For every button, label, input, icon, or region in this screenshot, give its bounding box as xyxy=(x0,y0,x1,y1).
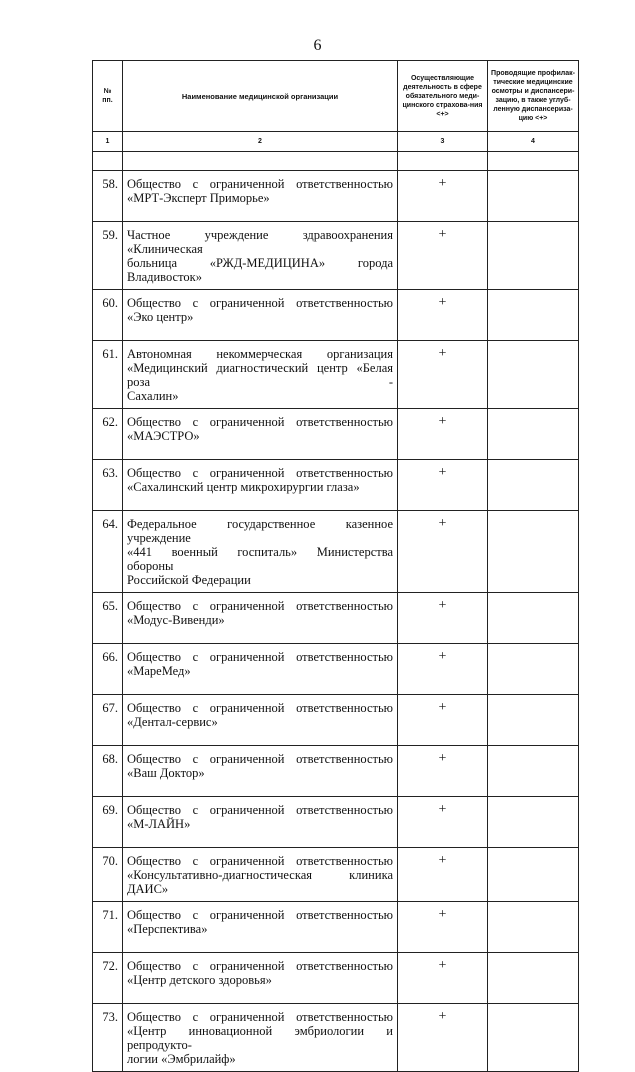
page-number: 6 xyxy=(313,37,322,54)
organization-name-line: «МРТ-Эксперт Приморье» xyxy=(127,191,270,205)
oms-mark: + xyxy=(398,746,488,797)
preventive-exams-mark xyxy=(488,290,579,341)
table-row xyxy=(93,695,579,746)
preventive-exams-mark xyxy=(488,409,579,460)
oms-mark: + xyxy=(398,290,488,341)
table-header-row xyxy=(93,61,579,132)
organization-name xyxy=(123,695,398,746)
preventive-exams-mark xyxy=(488,171,579,222)
row-number: 73. xyxy=(93,1004,123,1072)
header-number: № пп. xyxy=(93,61,123,132)
row-number: 61. xyxy=(93,341,123,409)
table-row xyxy=(93,953,579,1004)
organization-name-line: Общество с ограниченной ответственностью xyxy=(127,1010,393,1024)
oms-mark: + xyxy=(398,1004,488,1072)
preventive-exams-mark xyxy=(488,644,579,695)
row-number: 69. xyxy=(93,797,123,848)
organization-name xyxy=(123,848,398,902)
column-numbers-row xyxy=(93,132,579,152)
preventive-exams-mark xyxy=(488,341,579,409)
organization-name-line: «Центр инновационной эмбриологии и репродукто- xyxy=(127,1024,393,1052)
organization-name xyxy=(123,953,398,1004)
organization-name-line: Общество с ограниченной ответственностью xyxy=(127,650,393,664)
organization-name xyxy=(123,409,398,460)
organization-name xyxy=(123,797,398,848)
row-number: 59. xyxy=(93,222,123,290)
organization-name-line: логии «Эмбрилайф» xyxy=(127,1052,236,1066)
row-number: 67. xyxy=(93,695,123,746)
preventive-exams-mark xyxy=(488,460,579,511)
row-number: 65. xyxy=(93,593,123,644)
table-row xyxy=(93,593,579,644)
table-row xyxy=(93,222,579,290)
preventive-exams-mark xyxy=(488,797,579,848)
organization-name xyxy=(123,511,398,593)
oms-mark: + xyxy=(398,848,488,902)
preventive-exams-mark xyxy=(488,593,579,644)
organization-name-line: Общество с ограниченной ответственностью xyxy=(127,959,393,973)
row-number: 68. xyxy=(93,746,123,797)
header-organization-name: Наименование медицинской организации xyxy=(123,61,398,132)
header-oms: Осуществляющие деятельность в сфере обязательного меди-цинского страхова-ния <+> xyxy=(398,61,488,132)
organization-name-line: «Перспектива» xyxy=(127,922,208,936)
organization-name xyxy=(123,290,398,341)
oms-mark: + xyxy=(398,797,488,848)
preventive-exams-mark xyxy=(488,746,579,797)
organization-name-line: «441 военный госпиталь» Министерства обороны xyxy=(127,545,393,573)
organization-name xyxy=(123,746,398,797)
oms-mark: + xyxy=(398,409,488,460)
row-number: 72. xyxy=(93,953,123,1004)
organization-name-line: «МАЭСТРО» xyxy=(127,429,200,443)
table-body xyxy=(93,171,579,1072)
oms-mark: + xyxy=(398,341,488,409)
organization-name-line: Общество с ограниченной ответственностью xyxy=(127,466,393,480)
preventive-exams-mark xyxy=(488,511,579,593)
oms-mark: + xyxy=(398,171,488,222)
preventive-exams-mark xyxy=(488,1004,579,1072)
organization-name xyxy=(123,222,398,290)
row-number: 63. xyxy=(93,460,123,511)
row-number: 70. xyxy=(93,848,123,902)
preventive-exams-mark xyxy=(488,848,579,902)
oms-mark: + xyxy=(398,593,488,644)
table-row xyxy=(93,797,579,848)
organization-name-line: Общество с ограниченной ответственностью xyxy=(127,415,393,429)
organization-name-line: Автономная некоммерческая организация xyxy=(127,347,393,361)
organization-name-line: Частное учреждение здравоохранения «Клиническая xyxy=(127,228,393,256)
organization-name-line: «Медицинский диагностический центр «Белая роза - xyxy=(127,361,393,389)
oms-mark: + xyxy=(398,222,488,290)
table-row xyxy=(93,460,579,511)
preventive-exams-mark xyxy=(488,902,579,953)
organization-name-line: Общество с ограниченной ответственностью xyxy=(127,752,393,766)
row-number: 60. xyxy=(93,290,123,341)
column-number: 3 xyxy=(398,132,488,152)
organization-name xyxy=(123,593,398,644)
organization-name-line: Общество с ограниченной ответственностью xyxy=(127,803,393,817)
oms-mark: + xyxy=(398,695,488,746)
organization-name-line: Российской Федерации xyxy=(127,573,251,587)
spacer-row xyxy=(93,152,579,171)
organization-name-line: «Эко центр» xyxy=(127,310,194,324)
preventive-exams-mark xyxy=(488,695,579,746)
row-number: 64. xyxy=(93,511,123,593)
organization-name-line: «Ваш Доктор» xyxy=(127,766,205,780)
organization-name-line: Федеральное государственное казенное учреждение xyxy=(127,517,393,545)
organization-name-line: «Дентал-сервис» xyxy=(127,715,218,729)
table-row xyxy=(93,746,579,797)
table-row xyxy=(93,848,579,902)
organization-name-line: «Центр детского здоровья» xyxy=(127,973,272,987)
organization-name xyxy=(123,460,398,511)
organization-name-line: Общество с ограниченной ответственностью xyxy=(127,908,393,922)
row-number: 71. xyxy=(93,902,123,953)
medical-organizations-table xyxy=(92,60,579,1072)
column-number: 2 xyxy=(123,132,398,152)
column-number: 4 xyxy=(488,132,579,152)
oms-mark: + xyxy=(398,511,488,593)
oms-mark: + xyxy=(398,644,488,695)
organization-name-line: Общество с ограниченной ответственностью xyxy=(127,177,393,191)
table-row xyxy=(93,1004,579,1072)
organization-name-line: «Консультативно-диагностическая клиника ДАИС» xyxy=(127,868,393,896)
header-preventive-exams: Проводящие профилак-тические медицинские осмотры и диспансери-зацию, в также углуб-ленную диспансериза-цию <+> xyxy=(488,61,579,132)
organization-name-line: «М-ЛАЙН» xyxy=(127,817,191,831)
row-number: 66. xyxy=(93,644,123,695)
organization-name xyxy=(123,171,398,222)
table-row xyxy=(93,902,579,953)
table-row xyxy=(93,409,579,460)
organization-name xyxy=(123,1004,398,1072)
organization-name xyxy=(123,902,398,953)
oms-mark: + xyxy=(398,953,488,1004)
organization-name-line: «Модус-Вивенди» xyxy=(127,613,225,627)
organization-name-line: больница «РЖД-МЕДИЦИНА» города Владивосток» xyxy=(127,256,393,284)
organization-name xyxy=(123,341,398,409)
row-number: 62. xyxy=(93,409,123,460)
preventive-exams-mark xyxy=(488,953,579,1004)
organization-name-line: Общество с ограниченной ответственностью xyxy=(127,599,393,613)
row-number: 58. xyxy=(93,171,123,222)
oms-mark: + xyxy=(398,460,488,511)
oms-mark: + xyxy=(398,902,488,953)
organization-name xyxy=(123,644,398,695)
organization-name-line: Общество с ограниченной ответственностью xyxy=(127,854,393,868)
table-row xyxy=(93,644,579,695)
column-number: 1 xyxy=(93,132,123,152)
organization-name-line: Сахалин» xyxy=(127,389,179,403)
organization-name-line: Общество с ограниченной ответственностью xyxy=(127,701,393,715)
organization-name-line: «МареМед» xyxy=(127,664,191,678)
organization-name-line: «Сахалинский центр микрохирургии глаза» xyxy=(127,480,360,494)
preventive-exams-mark xyxy=(488,222,579,290)
table-row xyxy=(93,511,579,593)
table-row xyxy=(93,290,579,341)
organization-name-line: Общество с ограниченной ответственностью xyxy=(127,296,393,310)
table-row xyxy=(93,171,579,222)
table-row xyxy=(93,341,579,409)
